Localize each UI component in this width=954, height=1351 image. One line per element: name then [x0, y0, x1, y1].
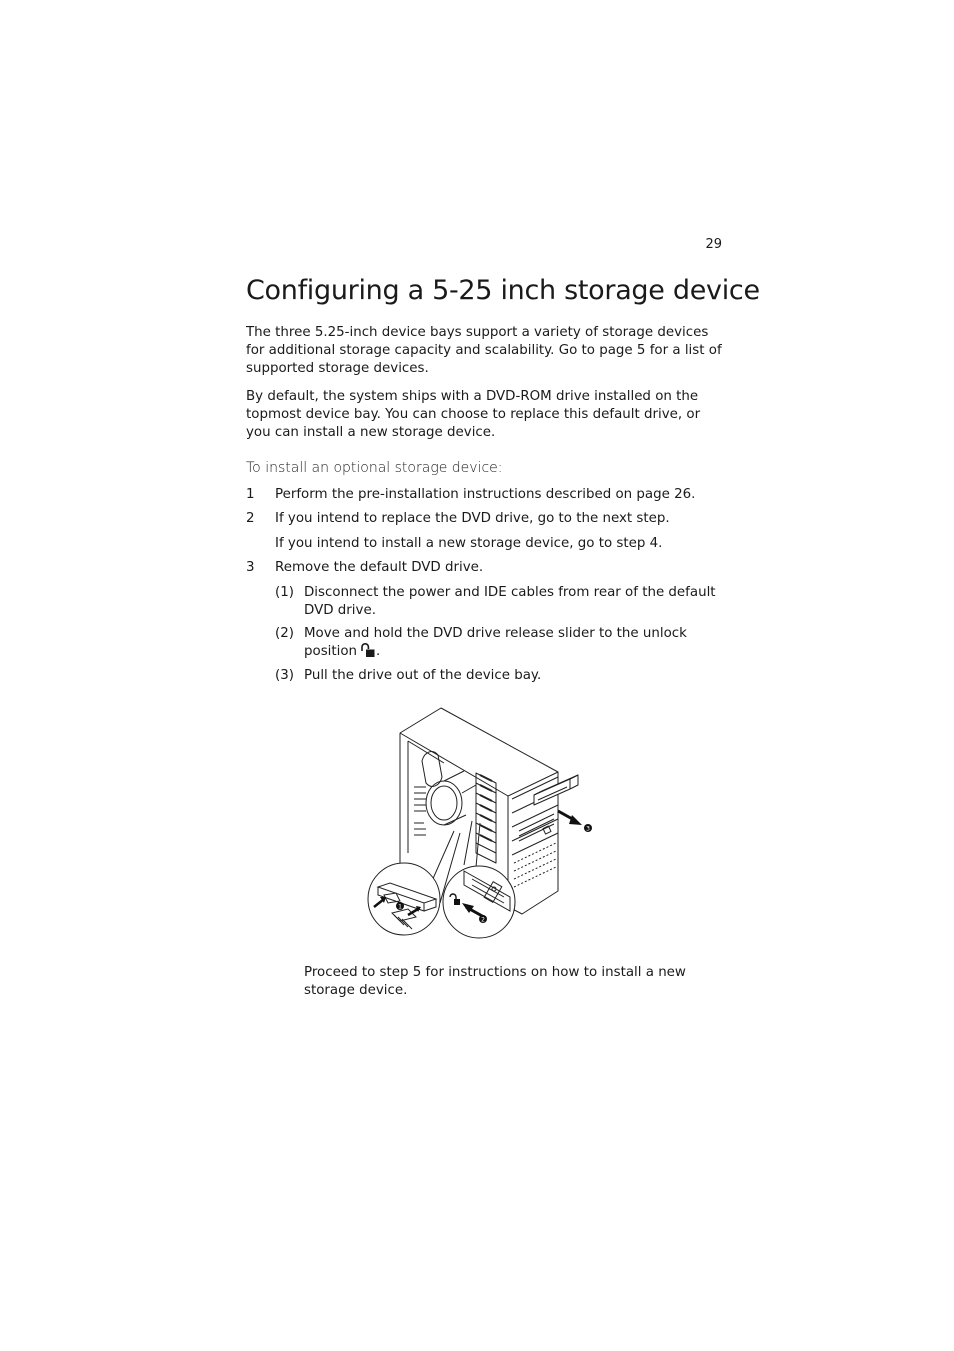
substep-number: (3): [275, 668, 294, 683]
intro-paragraph-1: The three 5.25-inch device bays support a variety of storage devices for additional storage capacity and scalability. Go to page 5 for a list of supported storage devices.: [246, 325, 722, 376]
step-text: If you intend to replace the DVD drive, go to the next step.: [275, 511, 670, 526]
dvd-drive-removal-illustration: [364, 703, 596, 939]
substep-text-container: [304, 625, 722, 661]
step-note: If you intend to install a new storage device, go to step 4.: [275, 536, 663, 551]
substep-text: Pull the drive out of the device bay.: [304, 668, 542, 683]
substep-text: Move and hold the DVD drive release slider to the unlock position: [304, 626, 687, 659]
callout-3: 3: [586, 825, 590, 833]
substep-number: (1): [275, 585, 294, 600]
release-slider-magnifier: [443, 866, 515, 938]
substep-number: (2): [275, 626, 294, 641]
step-text: Remove the default DVD drive.: [275, 560, 484, 575]
substep-text: Disconnect the power and IDE cables from rear of the default DVD drive.: [304, 585, 716, 618]
intro-paragraph-2: By default, the system ships with a DVD-ROM drive installed on the topmost device bay. You can choose to replace this default drive, or you can install a new storage device.: [246, 389, 701, 440]
step-text: Perform the pre-installation instructions described on page 26.: [275, 487, 696, 502]
procedure-heading: To install an optional storage device:: [246, 460, 503, 476]
page-title: Configuring a 5-25 inch storage device: [246, 275, 760, 306]
step-number: 3: [246, 560, 255, 575]
substep-suffix: .: [376, 644, 381, 659]
callout-1: 1: [398, 903, 402, 911]
callout-2: 2: [481, 916, 485, 924]
unlock-icon: [360, 643, 376, 658]
step-number: 2: [246, 511, 255, 526]
step-number: 1: [246, 487, 255, 502]
conclusion-text: Proceed to step 5 for instructions on how to install a new storage device.: [304, 965, 686, 998]
page-number: 29: [705, 237, 722, 252]
cable-detail-magnifier: [368, 863, 440, 935]
